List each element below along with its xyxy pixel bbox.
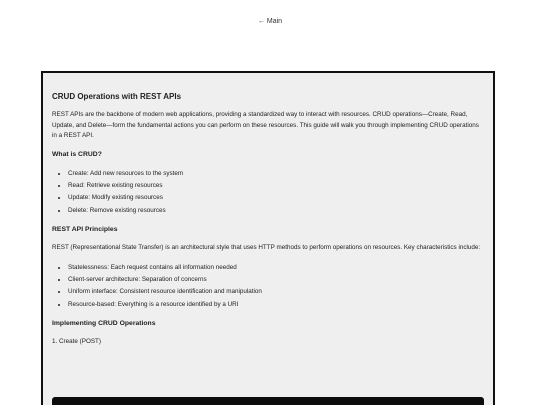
step-create-label: 1. Create (POST) bbox=[52, 338, 101, 346]
section-heading-rest-principles: REST API Principles bbox=[52, 226, 118, 234]
list-item: • Delete: Remove existing resources bbox=[68, 205, 484, 217]
code-block bbox=[52, 397, 484, 405]
list-item: • Client-server architecture: Separation of concerns bbox=[68, 274, 484, 286]
list-item: • Resource-based: Everything is a resource identified by a URI bbox=[68, 299, 484, 311]
intro-paragraph: REST APIs are the backbone of modern web applications, providing a standardized way to interact with resources. CRUD operations—Create, Read, Update, and Delete—form the fundamental actions you can perform on these resources. This guide will walk you through implementing CRUD operations in a REST API. bbox=[52, 111, 479, 139]
top-nav bbox=[0, 18, 540, 25]
rest-principles-list bbox=[52, 262, 484, 312]
section-heading-what-is-crud: What is CRUD? bbox=[52, 150, 102, 158]
back-to-main-link[interactable]: ← Main bbox=[257, 18, 283, 25]
crud-list bbox=[52, 168, 484, 218]
rest-principles-paragraph: REST (Representational State Transfer) is an architectural style that uses HTTP methods to perform operations on resources. Key characteristics include: bbox=[52, 244, 481, 252]
list-item: • Create: Add new resources to the system bbox=[68, 168, 484, 180]
list-item: • Read: Retrieve existing resources bbox=[68, 180, 484, 192]
section-heading-implementing: Implementing CRUD Operations bbox=[52, 320, 156, 328]
list-item: • Uniform interface: Consistent resource identification and manipulation bbox=[68, 286, 484, 298]
article-card bbox=[41, 71, 495, 405]
list-item: • Update: Modify existing resources bbox=[68, 192, 484, 204]
list-item: • Statelessness: Each request contains all information needed bbox=[68, 262, 484, 274]
article-title: CRUD Operations with REST APIs bbox=[52, 92, 182, 101]
